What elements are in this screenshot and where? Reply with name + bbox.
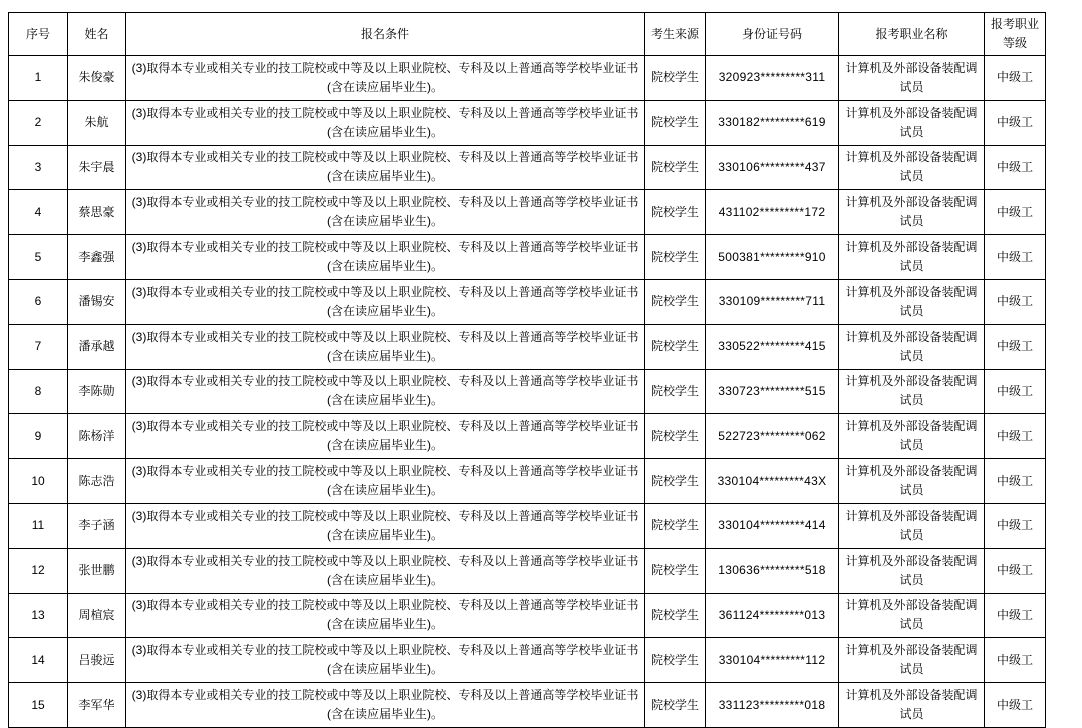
table-row (9, 56, 1046, 101)
cell-condition: (3)取得本专业或相关专业的技工院校或中等及以上职业院校、专科及以上普通高等学校毕业证书(含在读应届毕业生)。 (126, 56, 645, 101)
header-row (9, 13, 1046, 56)
cell-condition: (3)取得本专业或相关专业的技工院校或中等及以上职业院校、专科及以上普通高等学校毕业证书(含在读应届毕业生)。 (126, 548, 645, 593)
table-body (9, 56, 1046, 728)
cell-job-name: 计算机及外部设备装配调试员 (839, 100, 985, 145)
cell-name: 周楦宸 (68, 593, 126, 638)
registration-table (8, 12, 1046, 728)
cell-job-name: 计算机及外部设备装配调试员 (839, 235, 985, 280)
cell-condition: (3)取得本专业或相关专业的技工院校或中等及以上职业院校、专科及以上普通高等学校毕业证书(含在读应届毕业生)。 (126, 100, 645, 145)
cell-name: 潘锡安 (68, 279, 126, 324)
cell-job-name: 计算机及外部设备装配调试员 (839, 683, 985, 728)
cell-source: 院校学生 (645, 593, 706, 638)
cell-source: 院校学生 (645, 548, 706, 593)
header-name: 姓名 (68, 13, 126, 56)
cell-id-number: 330104*********112 (706, 638, 839, 683)
cell-job-name: 计算机及外部设备装配调试员 (839, 548, 985, 593)
cell-id-number: 522723*********062 (706, 414, 839, 459)
table-row (9, 279, 1046, 324)
table-row (9, 683, 1046, 728)
cell-job-name: 计算机及外部设备装配调试员 (839, 369, 985, 414)
cell-job-level: 中级工 (985, 100, 1046, 145)
cell-job-name: 计算机及外部设备装配调试员 (839, 190, 985, 235)
cell-seq: 5 (9, 235, 68, 280)
cell-job-level: 中级工 (985, 459, 1046, 504)
table-row (9, 145, 1046, 190)
cell-name: 潘承越 (68, 324, 126, 369)
cell-condition: (3)取得本专业或相关专业的技工院校或中等及以上职业院校、专科及以上普通高等学校毕业证书(含在读应届毕业生)。 (126, 459, 645, 504)
cell-id-number: 500381*********910 (706, 235, 839, 280)
cell-id-number: 330106*********437 (706, 145, 839, 190)
cell-job-level: 中级工 (985, 593, 1046, 638)
cell-job-level: 中级工 (985, 683, 1046, 728)
table-row (9, 369, 1046, 414)
cell-name: 朱航 (68, 100, 126, 145)
cell-name: 吕骏远 (68, 638, 126, 683)
cell-source: 院校学生 (645, 414, 706, 459)
cell-id-number: 330522*********415 (706, 324, 839, 369)
cell-id-number: 361124*********013 (706, 593, 839, 638)
cell-name: 朱俊豪 (68, 56, 126, 101)
cell-id-number: 431102*********172 (706, 190, 839, 235)
cell-condition: (3)取得本专业或相关专业的技工院校或中等及以上职业院校、专科及以上普通高等学校毕业证书(含在读应届毕业生)。 (126, 190, 645, 235)
cell-source: 院校学生 (645, 638, 706, 683)
cell-source: 院校学生 (645, 459, 706, 504)
cell-seq: 14 (9, 638, 68, 683)
cell-condition: (3)取得本专业或相关专业的技工院校或中等及以上职业院校、专科及以上普通高等学校毕业证书(含在读应届毕业生)。 (126, 279, 645, 324)
table-row (9, 100, 1046, 145)
cell-id-number: 331123*********018 (706, 683, 839, 728)
table-row (9, 503, 1046, 548)
cell-seq: 6 (9, 279, 68, 324)
cell-name: 陈杨洋 (68, 414, 126, 459)
header-condition: 报名条件 (126, 13, 645, 56)
cell-seq: 12 (9, 548, 68, 593)
cell-seq: 15 (9, 683, 68, 728)
table-row (9, 414, 1046, 459)
cell-source: 院校学生 (645, 683, 706, 728)
cell-job-level: 中级工 (985, 190, 1046, 235)
cell-condition: (3)取得本专业或相关专业的技工院校或中等及以上职业院校、专科及以上普通高等学校毕业证书(含在读应届毕业生)。 (126, 324, 645, 369)
cell-source: 院校学生 (645, 56, 706, 101)
cell-seq: 7 (9, 324, 68, 369)
cell-id-number: 330723*********515 (706, 369, 839, 414)
cell-condition: (3)取得本专业或相关专业的技工院校或中等及以上职业院校、专科及以上普通高等学校毕业证书(含在读应届毕业生)。 (126, 145, 645, 190)
cell-name: 张世鹏 (68, 548, 126, 593)
cell-job-level: 中级工 (985, 638, 1046, 683)
cell-id-number: 330104*********414 (706, 503, 839, 548)
cell-seq: 9 (9, 414, 68, 459)
cell-job-name: 计算机及外部设备装配调试员 (839, 145, 985, 190)
cell-job-level: 中级工 (985, 279, 1046, 324)
table-row (9, 324, 1046, 369)
cell-condition: (3)取得本专业或相关专业的技工院校或中等及以上职业院校、专科及以上普通高等学校毕业证书(含在读应届毕业生)。 (126, 503, 645, 548)
cell-name: 朱宇晨 (68, 145, 126, 190)
cell-id-number: 330182*********619 (706, 100, 839, 145)
cell-name: 李鑫强 (68, 235, 126, 280)
cell-job-name: 计算机及外部设备装配调试员 (839, 324, 985, 369)
cell-source: 院校学生 (645, 235, 706, 280)
table-row (9, 235, 1046, 280)
cell-job-name: 计算机及外部设备装配调试员 (839, 503, 985, 548)
cell-job-level: 中级工 (985, 145, 1046, 190)
cell-job-level: 中级工 (985, 56, 1046, 101)
cell-id-number: 330104*********43X (706, 459, 839, 504)
cell-source: 院校学生 (645, 369, 706, 414)
cell-condition: (3)取得本专业或相关专业的技工院校或中等及以上职业院校、专科及以上普通高等学校毕业证书(含在读应届毕业生)。 (126, 683, 645, 728)
cell-condition: (3)取得本专业或相关专业的技工院校或中等及以上职业院校、专科及以上普通高等学校毕业证书(含在读应届毕业生)。 (126, 638, 645, 683)
cell-source: 院校学生 (645, 324, 706, 369)
cell-job-level: 中级工 (985, 503, 1046, 548)
cell-job-level: 中级工 (985, 548, 1046, 593)
header-seq: 序号 (9, 13, 68, 56)
table-row (9, 548, 1046, 593)
cell-id-number: 130636*********518 (706, 548, 839, 593)
cell-id-number: 330109*********711 (706, 279, 839, 324)
cell-job-name: 计算机及外部设备装配调试员 (839, 459, 985, 504)
cell-condition: (3)取得本专业或相关专业的技工院校或中等及以上职业院校、专科及以上普通高等学校毕业证书(含在读应届毕业生)。 (126, 593, 645, 638)
cell-job-level: 中级工 (985, 235, 1046, 280)
cell-name: 李子涵 (68, 503, 126, 548)
cell-name: 蔡思豪 (68, 190, 126, 235)
cell-job-name: 计算机及外部设备装配调试员 (839, 279, 985, 324)
cell-seq: 13 (9, 593, 68, 638)
cell-condition: (3)取得本专业或相关专业的技工院校或中等及以上职业院校、专科及以上普通高等学校毕业证书(含在读应届毕业生)。 (126, 235, 645, 280)
cell-source: 院校学生 (645, 503, 706, 548)
cell-job-name: 计算机及外部设备装配调试员 (839, 593, 985, 638)
cell-name: 李军华 (68, 683, 126, 728)
table-row (9, 459, 1046, 504)
cell-source: 院校学生 (645, 190, 706, 235)
header-job-name: 报考职业名称 (839, 13, 985, 56)
cell-job-name: 计算机及外部设备装配调试员 (839, 638, 985, 683)
cell-seq: 11 (9, 503, 68, 548)
cell-seq: 2 (9, 100, 68, 145)
cell-condition: (3)取得本专业或相关专业的技工院校或中等及以上职业院校、专科及以上普通高等学校毕业证书(含在读应届毕业生)。 (126, 414, 645, 459)
cell-job-level: 中级工 (985, 414, 1046, 459)
cell-seq: 1 (9, 56, 68, 101)
cell-seq: 3 (9, 145, 68, 190)
cell-name: 李陈勋 (68, 369, 126, 414)
cell-job-name: 计算机及外部设备装配调试员 (839, 414, 985, 459)
cell-source: 院校学生 (645, 279, 706, 324)
header-source: 考生来源 (645, 13, 706, 56)
registration-table-container (8, 12, 1046, 728)
cell-source: 院校学生 (645, 100, 706, 145)
cell-seq: 8 (9, 369, 68, 414)
table-row (9, 638, 1046, 683)
cell-source: 院校学生 (645, 145, 706, 190)
header-id-number: 身份证号码 (706, 13, 839, 56)
table-row (9, 593, 1046, 638)
cell-name: 陈志浩 (68, 459, 126, 504)
cell-job-name: 计算机及外部设备装配调试员 (839, 56, 985, 101)
header-job-level: 报考职业等级 (985, 13, 1046, 56)
cell-job-level: 中级工 (985, 369, 1046, 414)
cell-job-level: 中级工 (985, 324, 1046, 369)
table-row (9, 190, 1046, 235)
cell-seq: 10 (9, 459, 68, 504)
cell-seq: 4 (9, 190, 68, 235)
cell-id-number: 320923*********311 (706, 56, 839, 101)
cell-condition: (3)取得本专业或相关专业的技工院校或中等及以上职业院校、专科及以上普通高等学校毕业证书(含在读应届毕业生)。 (126, 369, 645, 414)
